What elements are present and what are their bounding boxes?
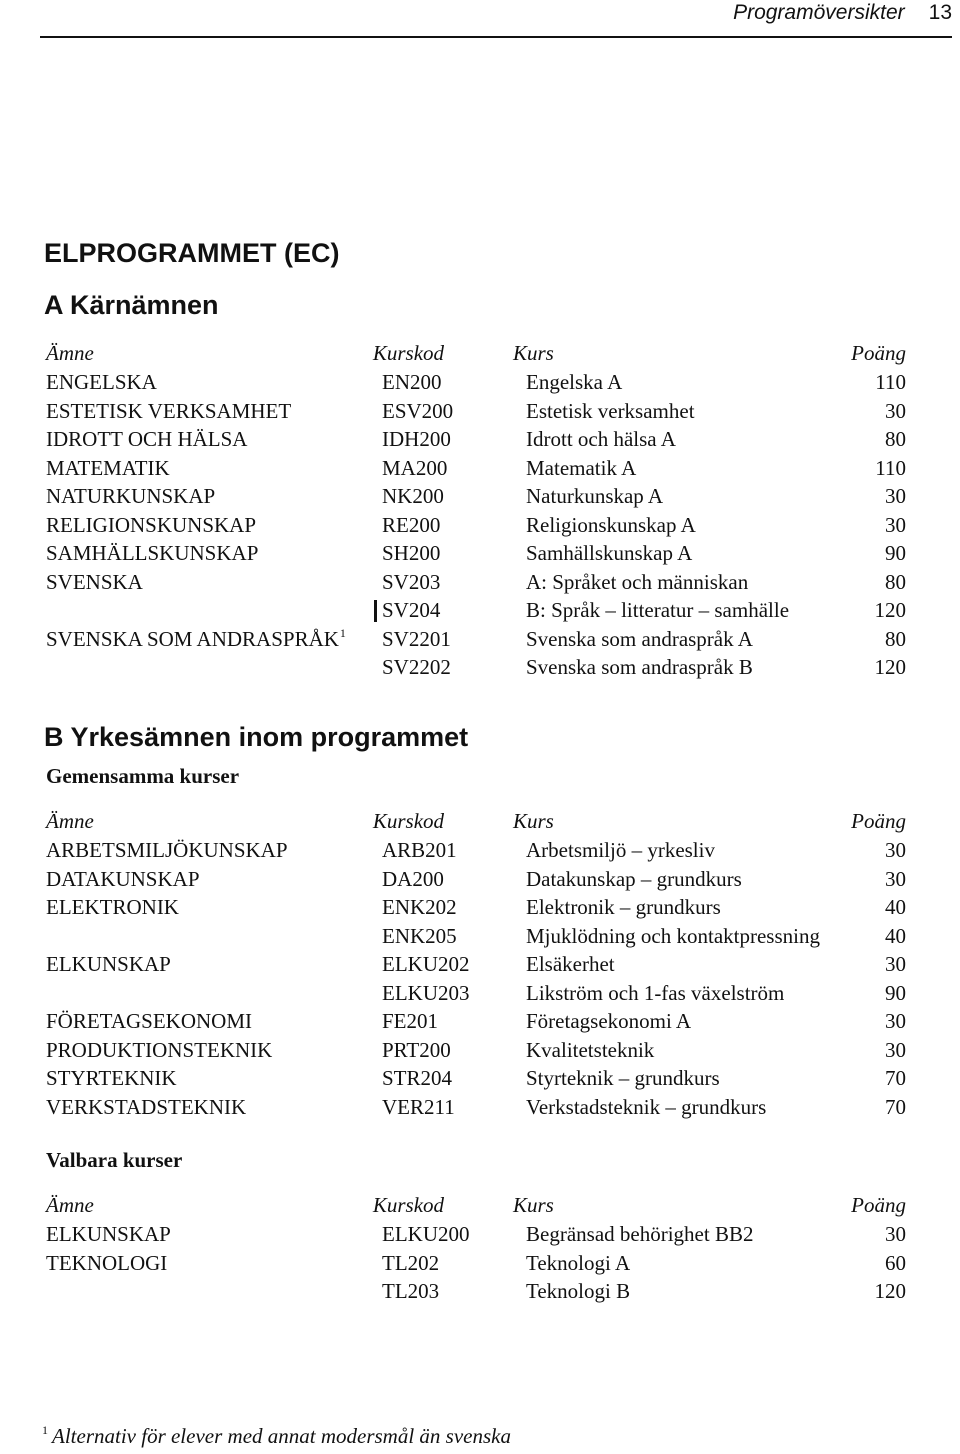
cell-kurskod-text: SV2201: [382, 626, 451, 651]
gemensamma-table: [46, 806, 906, 1121]
cell-kurskod: [382, 568, 526, 597]
cell-kurs: Elektronik – grundkurs: [526, 895, 721, 919]
page-number: 13: [928, 1, 952, 24]
column-header-poang: Poäng: [851, 1193, 906, 1217]
cell-kurskod: [382, 865, 526, 894]
column-header-amne: Ämne: [46, 1193, 94, 1217]
cell-kurskod-text: SV204: [382, 598, 441, 622]
cell-poang: 120: [874, 598, 906, 622]
cell-amne: [46, 922, 382, 951]
cell-poang: 60: [885, 1250, 906, 1275]
column-header-kurs: Kurs: [512, 341, 554, 365]
cell-amne: [46, 893, 382, 922]
table-row: [46, 596, 906, 625]
table-row: [46, 482, 906, 511]
cell-kurs: Företagsekonomi A: [526, 1009, 692, 1033]
table-row: [46, 865, 906, 894]
cell-amne-text: MATEMATIK: [46, 455, 170, 480]
table-row: [46, 922, 906, 951]
footnote-mark: 1: [42, 1423, 48, 1437]
cell-kurs: A: Språket och människan: [526, 569, 749, 594]
cell-kurskod: [382, 368, 526, 397]
cell-kurskod-text: FE201: [382, 1009, 439, 1033]
cell-amne: [46, 397, 382, 426]
cell-poang: 80: [885, 626, 906, 651]
table-row: [46, 454, 906, 483]
cell-poang: 30: [885, 1222, 906, 1246]
cell-kurskod: [382, 511, 526, 540]
table-row: [46, 653, 906, 682]
cell-kurs: Religionskunskap A: [526, 512, 696, 537]
cell-amne-text: PRODUKTIONSTEKNIK: [46, 1037, 273, 1062]
cell-kurskod-text: DA200: [382, 866, 444, 891]
cell-poang: 90: [885, 980, 906, 1005]
cell-kurskod: [382, 1249, 526, 1278]
table-row: [46, 1064, 906, 1093]
cell-kurskod-text: IDH200: [382, 427, 451, 451]
cell-kurskod-text: ENK205: [382, 923, 457, 948]
cell-amne: [46, 454, 382, 483]
table-row: [46, 397, 906, 426]
cell-poang: 30: [885, 1037, 906, 1062]
section-a-table: [46, 338, 906, 682]
cell-amne-text: NATURKUNSKAP: [46, 484, 216, 508]
cell-amne-text: ELKUNSKAP: [46, 1222, 171, 1246]
footnote: [42, 1424, 511, 1449]
cell-kurs: Mjuklödning och kontaktpressning: [526, 923, 820, 948]
cell-amne: [46, 1277, 382, 1306]
cell-kurskod-text: VER211: [382, 1094, 455, 1119]
cell-kurs: Matematik A: [526, 455, 637, 480]
cell-kurs: Naturkunskap A: [526, 484, 664, 508]
cell-kurskod: [382, 893, 526, 922]
cell-amne-text: DATAKUNSKAP: [46, 866, 200, 891]
cell-kurs: Svenska som andraspråk B: [526, 655, 753, 679]
cell-amne: [46, 1007, 382, 1036]
cell-kurskod-text: RE200: [382, 512, 441, 537]
cell-poang: 40: [885, 895, 906, 919]
cell-poang: 120: [874, 655, 906, 679]
cell-kurskod-text: ELKU203: [382, 980, 470, 1005]
cell-kurskod-text: EN200: [382, 370, 442, 394]
cell-amne-text: SVENSKA SOM ANDRASPRÅK: [46, 626, 339, 651]
cell-kurskod-text: ELKU200: [382, 1222, 470, 1246]
column-header-poang: Poäng: [851, 341, 906, 365]
cell-kurskod-text: NK200: [382, 484, 444, 508]
cell-kurskod: [382, 397, 526, 426]
cell-amne: [46, 836, 382, 865]
cell-kurskod: [382, 625, 526, 654]
cell-poang: 80: [885, 569, 906, 594]
cell-amne: [46, 511, 382, 540]
cell-amne: [46, 979, 382, 1008]
cell-kurskod: [382, 539, 526, 568]
cell-poang: 70: [885, 1094, 906, 1119]
cell-kurs: Kvalitetsteknik: [526, 1037, 655, 1062]
table-row: [46, 539, 906, 568]
cell-amne: [46, 653, 382, 682]
column-header-amne: Ämne: [46, 341, 94, 365]
cell-amne: [46, 539, 382, 568]
cell-kurs: Idrott och hälsa A: [526, 427, 676, 451]
cell-kurskod-text: TL202: [382, 1250, 440, 1275]
cell-poang: 30: [885, 512, 906, 537]
table-row: [46, 1093, 906, 1122]
revision-bar: [374, 600, 377, 622]
table-header-row: [46, 806, 906, 836]
valbara-rows: [46, 1220, 906, 1306]
cell-amne: [46, 1036, 382, 1065]
column-header-amne: Ämne: [46, 809, 94, 833]
cell-kurskod: [382, 1007, 526, 1036]
cell-kurs: Teknologi A: [526, 1250, 631, 1275]
cell-amne-text: ELEKTRONIK: [46, 895, 179, 919]
table-row: [46, 836, 906, 865]
column-header-kurs: Kurs: [512, 1193, 554, 1217]
cell-kurskod: [382, 454, 526, 483]
cell-kurskod: [382, 922, 526, 951]
cell-kurskod: [382, 836, 526, 865]
cell-amne: [46, 950, 382, 979]
column-header-kurskod: Kurskod: [372, 809, 445, 833]
cell-amne-text: IDROTT OCH HÄLSA: [46, 427, 248, 451]
cell-amne-text: ARBETSMILJÖKUNSKAP: [46, 838, 288, 862]
cell-amne-text: ELKUNSKAP: [46, 952, 171, 976]
cell-amne: [46, 482, 382, 511]
cell-amne: [46, 625, 382, 654]
gemensamma-heading: Gemensamma kurser: [46, 764, 240, 788]
table-row: [46, 1007, 906, 1036]
cell-amne-text: RELIGIONSKUNSKAP: [46, 512, 257, 537]
cell-kurskod-text: PRT200: [382, 1037, 451, 1062]
cell-kurs: B: Språk – litteratur – samhälle: [526, 598, 790, 622]
program-title: ELPROGRAMMET (EC): [44, 238, 340, 268]
cell-kurs: Datakunskap – grundkurs: [526, 866, 742, 891]
cell-poang: 110: [875, 370, 906, 394]
cell-kurskod: [382, 596, 526, 625]
column-header-kurskod: Kurskod: [372, 341, 445, 365]
running-header-title: Programöversikter: [733, 1, 905, 24]
cell-amne-text: TEKNOLOGI: [46, 1250, 168, 1275]
cell-poang: 70: [885, 1066, 906, 1090]
cell-kurskod: [382, 1220, 526, 1249]
table-row: [46, 979, 906, 1008]
cell-kurskod-text: ENK202: [382, 895, 457, 919]
cell-kurskod-text: MA200: [382, 455, 448, 480]
cell-poang: 30: [885, 838, 906, 862]
table-row: [46, 1220, 906, 1249]
cell-kurs: Svenska som andraspråk A: [526, 626, 753, 651]
cell-kurs: Samhällskunskap A: [526, 541, 693, 565]
valbara-heading: Valbara kurser: [46, 1148, 183, 1172]
cell-poang: 30: [885, 866, 906, 891]
cell-kurskod: [382, 950, 526, 979]
cell-amne-text: ENGELSKA: [46, 370, 157, 394]
cell-kurskod-text: ESV200: [382, 398, 454, 423]
cell-amne: [46, 865, 382, 894]
cell-kurskod-text: SV2202: [382, 655, 451, 679]
cell-poang: 40: [885, 923, 906, 948]
cell-amne-text: FÖRETAGSEKONOMI: [46, 1009, 252, 1033]
cell-kurskod-text: ARB201: [382, 838, 457, 862]
cell-kurs: Estetisk verksamhet: [526, 398, 695, 423]
table-row: [46, 511, 906, 540]
section-a-rows: [46, 368, 906, 682]
cell-kurs: Verkstadsteknik – grundkurs: [526, 1094, 767, 1119]
cell-kurs: Styrteknik – grundkurs: [526, 1066, 720, 1090]
cell-kurs: Elsäkerhet: [526, 952, 615, 976]
cell-kurs: Engelska A: [526, 370, 623, 394]
cell-kurskod: [382, 1036, 526, 1065]
cell-amne-text: SAMHÄLLSKUNSKAP: [46, 541, 259, 565]
cell-kurskod: [382, 1064, 526, 1093]
cell-poang: 30: [885, 398, 906, 423]
cell-kurskod-text: STR204: [382, 1066, 453, 1090]
cell-amne: [46, 368, 382, 397]
footnote-text: Alternativ för elever med annat modersmål än svenska: [52, 1424, 511, 1448]
table-row: [46, 1249, 906, 1278]
cell-amne: [46, 1249, 382, 1278]
cell-poang: 90: [885, 541, 906, 565]
gemensamma-rows: [46, 836, 906, 1121]
table-row: [46, 625, 906, 654]
cell-kurs: Arbetsmiljö – yrkesliv: [526, 838, 715, 862]
cell-amne-text: ESTETISK VERKSAMHET: [46, 398, 292, 423]
cell-amne: [46, 1093, 382, 1122]
cell-kurskod-text: TL203: [382, 1279, 440, 1303]
cell-poang: 30: [885, 952, 906, 976]
cell-kurs: Teknologi B: [526, 1279, 631, 1303]
column-header-kurskod: Kurskod: [372, 1193, 445, 1217]
table-row: [46, 425, 906, 454]
column-header-kurs: Kurs: [512, 809, 554, 833]
table-row: [46, 1277, 906, 1306]
cell-amne-text: STYRTEKNIK: [46, 1066, 177, 1090]
cell-amne: [46, 1064, 382, 1093]
column-header-poang: Poäng: [851, 809, 906, 833]
cell-poang: 110: [875, 455, 906, 480]
table-row: [46, 368, 906, 397]
table-row: [46, 568, 906, 597]
cell-amne: [46, 425, 382, 454]
cell-kurskod: [382, 482, 526, 511]
table-row: [46, 893, 906, 922]
cell-poang: 120: [874, 1279, 906, 1303]
cell-kurskod-text: SV203: [382, 569, 441, 594]
cell-kurskod: [382, 1277, 526, 1306]
cell-kurskod-text: SH200: [382, 541, 441, 565]
cell-amne-text: VERKSTADSTEKNIK: [46, 1094, 247, 1119]
running-header: [40, 0, 952, 38]
cell-amne-text: SVENSKA: [46, 569, 143, 594]
section-a-heading: A Kärnämnen: [44, 290, 219, 320]
cell-kurskod: [382, 1093, 526, 1122]
cell-kurs: Begränsad behörighet BB2: [526, 1222, 754, 1246]
cell-kurs: Likström och 1-fas växelström: [526, 980, 785, 1005]
cell-amne: [46, 1220, 382, 1249]
table-header-row: [46, 338, 906, 368]
cell-kurskod: [382, 425, 526, 454]
cell-poang: 30: [885, 1009, 906, 1033]
cell-kurskod: [382, 979, 526, 1008]
cell-poang: 30: [885, 484, 906, 508]
cell-amne: [46, 596, 382, 625]
footnote-reference: 1: [339, 625, 346, 640]
table-row: [46, 950, 906, 979]
table-header-row: [46, 1190, 906, 1220]
section-b-heading: B Yrkesämnen inom programmet: [44, 722, 469, 752]
cell-kurskod: [382, 653, 526, 682]
valbara-table: [46, 1190, 906, 1306]
table-row: [46, 1036, 906, 1065]
cell-kurskod-text: ELKU202: [382, 952, 470, 976]
cell-amne: [46, 568, 382, 597]
cell-poang: 80: [885, 427, 906, 451]
